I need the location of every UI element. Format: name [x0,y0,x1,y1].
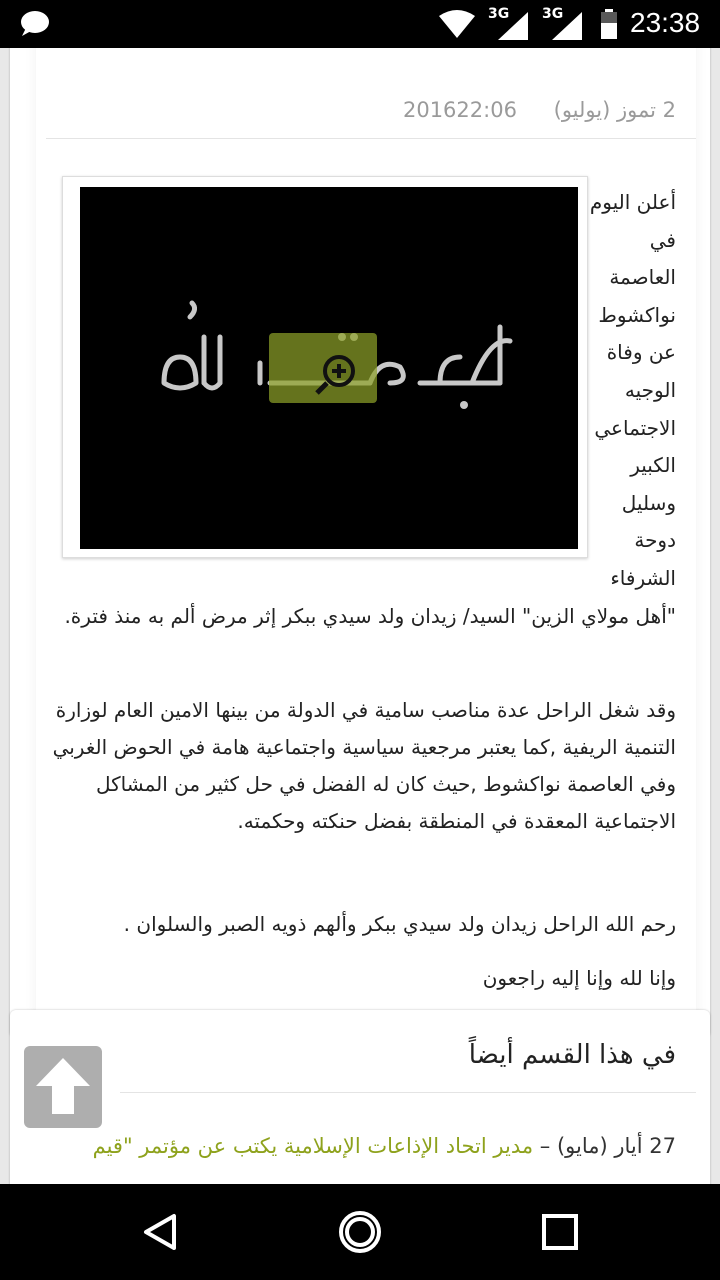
side-line: عن وفاة [606,340,676,365]
article-paragraph: "أهل مولاي الزين" السيد/ زيدان ولد سيدي ببكر إثر مرض ألم به منذ فترة. [64,604,676,628]
network-type-label: 3G [488,6,510,22]
related-list [44,1128,676,1164]
side-line: في [649,227,676,252]
related-section [10,1010,710,1184]
home-icon[interactable] [338,1210,382,1254]
divider [46,138,696,139]
article-time: 22:06 [456,98,517,122]
related-dash: – [533,1134,557,1158]
related-date: 27 أيار (مايو) [556,1134,676,1158]
signal-icon [540,8,584,42]
side-line: دوحة [634,528,676,553]
side-line: نواكشوط [598,302,676,327]
side-line: الكبير [630,453,676,478]
divider [120,1092,696,1093]
side-line: أعلن اليوم [589,190,676,214]
arrow-up-icon [24,1046,102,1128]
network-type-label: 3G [542,6,564,22]
side-line: الوجيه [624,377,676,402]
article-side-text [566,184,676,598]
side-line: العاصمة [609,265,676,290]
back-icon[interactable] [138,1210,182,1254]
signal-icon [486,8,530,42]
article-paragraph: وإنا لله وإنا إليه راجعون [482,966,676,990]
article-image[interactable] [62,176,588,558]
wifi-icon [438,10,476,40]
zoom-in-icon[interactable] [269,333,377,403]
article-date: 2 تموز (يوليو) 2016 [402,98,676,122]
chat-bubble-icon [18,10,50,38]
signal-strength-2 [540,8,584,42]
article-paragraph: وقد شغل الراحل عدة مناصب سامية في الدولة من بينها الامين العام لوزارة التنمية الريفية ,كما يعتبر مرجعية سياسية واجتماعية هامة في الحوض الغربي وفي العاصمة نواكشوط ,حيث كان له الفضل في حل كثير من المشاكل الاجتماعية المعقدة في المنطقة بفضل حنكته وحكمته. [52,698,676,833]
list-item [44,1128,676,1164]
side-line: الشرفاء [610,565,676,590]
side-line: الاجتماعي [594,415,676,440]
side-line: وسليل [621,490,676,515]
battery-icon [600,9,618,39]
status-bar [0,0,720,48]
article-card [10,48,710,1038]
zoom-overlay[interactable] [269,333,377,403]
scroll-to-top-button[interactable] [24,1046,102,1128]
clock: 23:38 [630,7,701,38]
article-meta [403,98,676,122]
related-link[interactable]: مدير اتحاد الإذاعات الإسلامية يكتب عن مؤتمر "قيم [92,1134,534,1158]
signal-strength-1 [486,8,530,42]
article-paragraph: رحم الله الراحل زيدان ولد سيدي ببكر وألهم ذويه الصبر والسلوان . [123,912,676,936]
page-content[interactable] [0,48,720,1184]
recents-icon[interactable] [538,1210,582,1254]
section-title: في هذا القسم أيضاً [468,1040,676,1070]
navigation-bar [0,1184,720,1280]
